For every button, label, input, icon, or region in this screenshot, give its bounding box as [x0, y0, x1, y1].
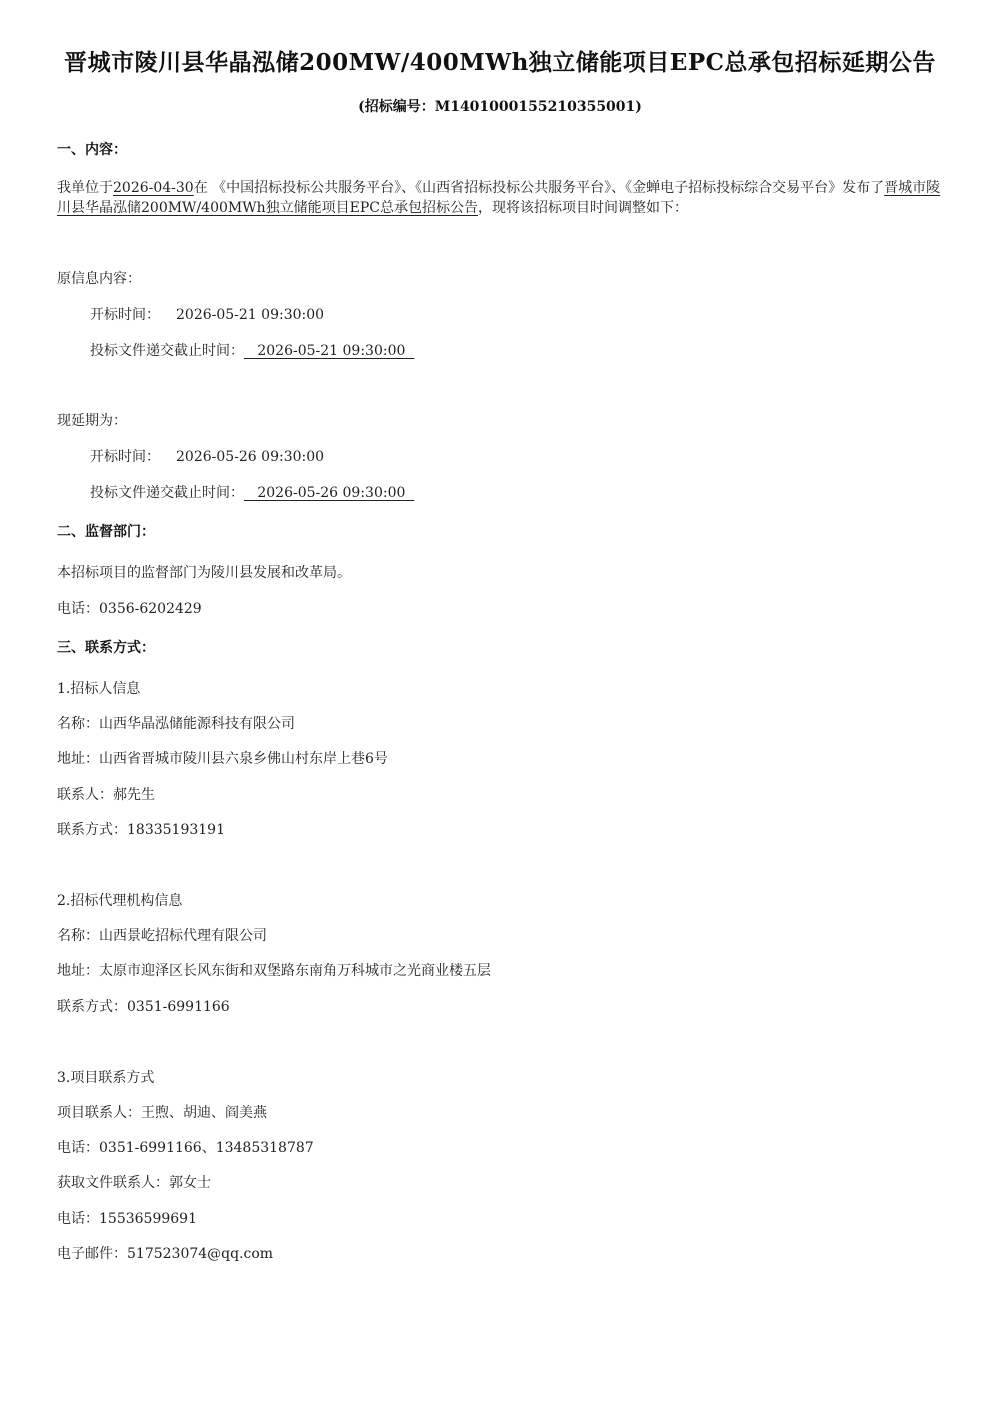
agency-phone: 联系方式：0351-6991166: [57, 999, 230, 1015]
new-opening-row: [90, 446, 324, 466]
new-deadline-row: [90, 482, 414, 502]
new-deadline: 2026-05-26 09:30:00: [257, 485, 406, 501]
notice-title-link: 晋城市陵川县华晶泓储200MW/400MWh独立储能项目EPC总承包招标公告: [57, 180, 941, 216]
original-opening-row: [90, 304, 324, 324]
intro-platforms: 在 《中国招标投标公共服务平台》、《山西省招标投标公共服务平台》、《金蝉电子招标投标综合交易平台》发布了: [193, 180, 885, 196]
tenderer-phone: 联系方式：18335193191: [57, 822, 225, 838]
agency-address: 地址：太原市迎泽区长风东街和双堡路东南角万科城市之光商业楼五层: [57, 963, 491, 979]
bid-number: (招标编号：M1401000155210355001): [358, 99, 642, 115]
new-opening-time: 2026-05-26 09:30:00: [176, 449, 325, 465]
section-content-heading: 一、内容：: [57, 142, 127, 158]
tenderer-contact: 联系人：郝先生: [57, 787, 155, 803]
document-contact: 获取文件联系人：郭女士: [57, 1175, 211, 1191]
extended-label: 现延期为：: [57, 413, 127, 429]
tenderer-address: 地址：山西省晋城市陵川县六泉乡佛山村东岸上巷6号: [57, 751, 388, 767]
original-opening-time: 2026-05-21 09:30:00: [176, 307, 325, 323]
document-phone: 电话：15536599691: [57, 1211, 197, 1227]
project-contact-heading: 3.项目联系方式: [57, 1070, 155, 1086]
agency-heading: 2.招标代理机构信息: [57, 893, 183, 909]
deadline-label: 投标文件递交截止时间：: [90, 343, 244, 359]
original-deadline: 2026-05-21 09:30:00: [257, 343, 406, 359]
publish-date: 2026-04-30: [113, 180, 194, 196]
supervision-phone: 电话：0356-6202429: [57, 601, 202, 617]
intro-suffix: ，现将该招标项目时间调整如下：: [477, 200, 688, 216]
section-supervision-heading: 二、监督部门：: [57, 524, 155, 540]
tenderer-heading: 1.招标人信息: [57, 681, 141, 697]
opening-time-label: 开标时间：: [90, 449, 160, 465]
supervision-department: 本招标项目的监督部门为陵川县发展和改革局。: [57, 565, 351, 581]
section-contact-heading: 三、联系方式：: [57, 640, 155, 656]
original-deadline-row: [90, 340, 414, 360]
opening-time-label: 开标时间：: [90, 307, 160, 323]
contact-email: 电子邮件：517523074@qq.com: [57, 1246, 274, 1262]
deadline-label: 投标文件递交截止时间：: [90, 485, 244, 501]
page-title: 晋城市陵川县华晶泓储200MW/400MWh独立储能项目EPC总承包招标延期公告: [64, 49, 936, 76]
agency-name: 名称：山西景屹招标代理有限公司: [57, 928, 267, 944]
project-contacts: 项目联系人：王煦、胡迪、阎美燕: [57, 1105, 267, 1121]
original-info-label: 原信息内容：: [57, 271, 141, 287]
intro-prefix: 我单位于: [57, 180, 113, 196]
project-phone: 电话：0351-6991166、13485318787: [57, 1140, 314, 1156]
tenderer-name: 名称：山西华晶泓储能源科技有限公司: [57, 716, 295, 732]
intro-paragraph: [57, 178, 947, 218]
